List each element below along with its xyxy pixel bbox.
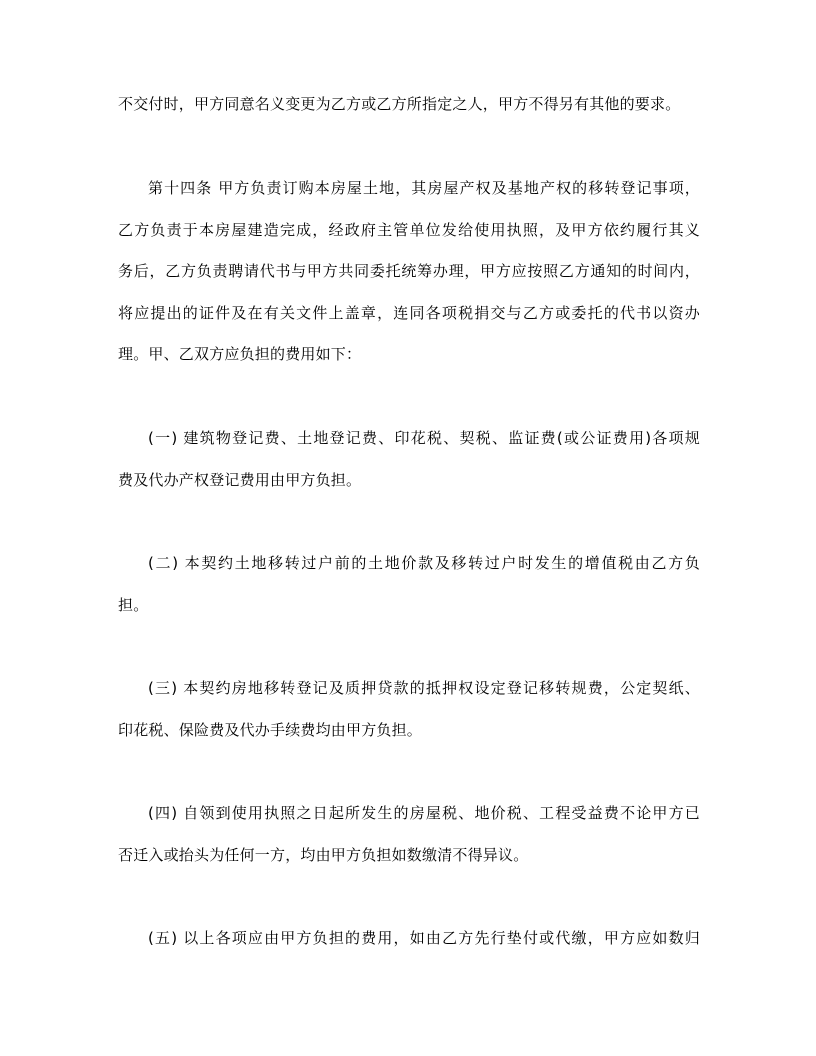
paragraph-article-14 (118, 168, 700, 376)
text-line: 不交付时，甲方同意名义变更为乙方或乙方所指定之人，甲方不得另有其他的要求。 (118, 95, 681, 113)
text-line: (一) 建筑物登记费、土地登记费、印花税、契税、监证费(或公证费用)各项规 (148, 429, 700, 447)
text-line: (二) 本契约土地移转过户前的土地价款及移转过户时发生的增值税由乙方负 (148, 554, 700, 572)
paragraph-item-5 (118, 918, 700, 960)
text-line: (四) 自领到使用执照之日起所发生的房屋税、地价税、工程受益费不论甲方已 (148, 804, 700, 822)
text-line: (五) 以上各项应由甲方负担的费用，如由乙方先行垫付或代缴，甲方应如数归 (148, 929, 700, 947)
text-line: 乙方负责于本房屋建造完成，经政府主管单位发给使用执照，及甲方依约履行其义 (118, 220, 700, 239)
text-line: 务后，乙方负责聘请代书与甲方共同委托统筹办理，甲方应按照乙方通知的时间内， (118, 262, 700, 280)
text-line: 担。 (118, 595, 149, 614)
text-line: 第十四条 甲方负责订购本房屋土地，其房屋产权及基地产权的移转登记事项， (148, 179, 700, 197)
text-line: 印花税、保险费及代办手续费均由甲方负担。 (118, 720, 423, 739)
paragraph-continuation (118, 84, 700, 126)
paragraph-item-4 (118, 793, 700, 876)
text-line: (三) 本契约房地移转登记及质押贷款的抵押权设定登记移转规费，公定契纸、 (148, 679, 700, 697)
paragraph-item-1 (118, 418, 700, 501)
text-line: 费及代办产权登记费用由甲方负担。 (118, 470, 362, 489)
text-line: 否迁入或抬头为任何一方，均由甲方负担如数缴清不得异议。 (118, 845, 529, 864)
paragraph-item-3 (118, 668, 700, 751)
paragraph-item-2 (118, 543, 700, 626)
text-line: 将应提出的证件及在有关文件上盖章，连同各项税捐交与乙方或委托的代书以资办 (118, 303, 700, 322)
text-line: 理。甲、乙双方应负担的费用如下： (118, 345, 362, 363)
